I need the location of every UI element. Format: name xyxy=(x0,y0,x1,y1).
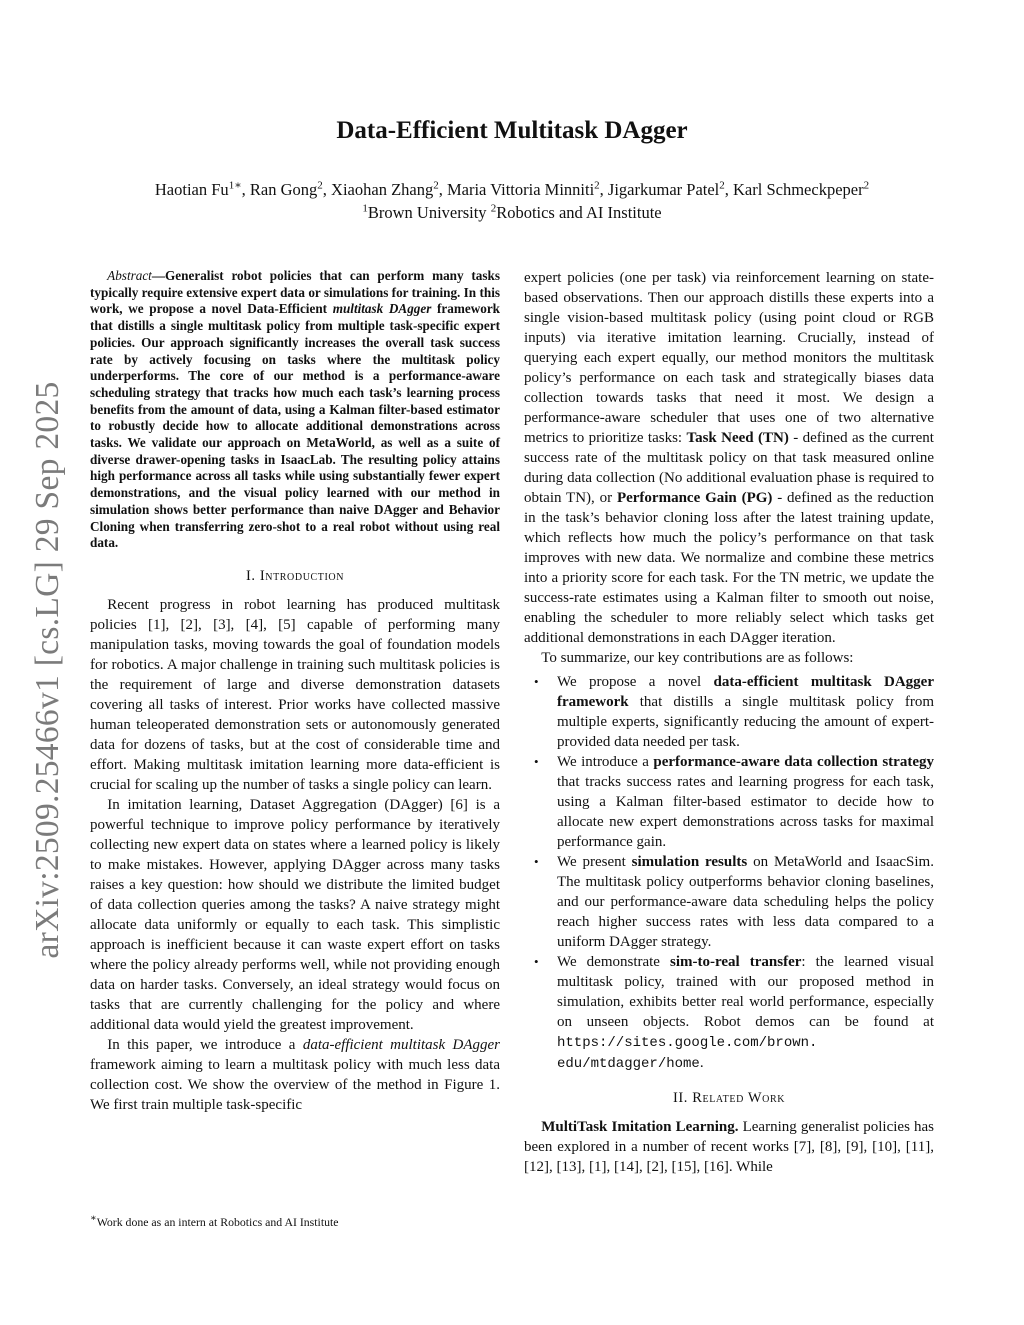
author-affil-mark: 2 xyxy=(433,179,439,192)
bullet-icon: • xyxy=(534,854,539,869)
project-link-part1[interactable]: https://sites.google.com/brown. xyxy=(557,1035,818,1051)
author-affil-mark: 1∗ xyxy=(228,179,242,192)
paragraph-text: - defined as the current success rate of the multitask policy on that task measured online during data collection (No additional evaluation phase is required to obtain TN), or xyxy=(524,430,934,506)
paragraph-text: Learning generalist policies has been explored in a number of recent works [7], [8], [9], [10], [11], [12], [13], [1], [14], [2], [15], [16]. While xyxy=(524,1119,935,1175)
author-name: Karl Schmeckpeper xyxy=(733,180,864,199)
affiliation-name: Robotics and AI Institute xyxy=(496,203,662,222)
item-bold: sim-to-real transfer xyxy=(670,954,802,970)
paragraph-text: - defined as the reduction in the task’s behavior cloning loss after the latest training update, which reflects how much the policy’s performance on that task improves with new data. We normalize and combine these metrics into a priority score for each task. For the TN metric, we update the success-rate estimates using a Kalman filter to smooth out noise, enabling the scheduler to more reliably select which tasks get additional demonstrations in each DAgger iteration. xyxy=(524,490,934,646)
item-text: . xyxy=(699,1055,704,1071)
abstract xyxy=(90,268,500,552)
paragraph-text: framework aiming to learn a multitask policy with much less data collection cost. We show the overview of the method in Figure 1. We first train multiple task-specific xyxy=(90,1056,500,1113)
item-bold: performance-aware data collection strategy xyxy=(653,754,934,770)
item-bold: data-efficient multitask DAgger framework xyxy=(557,674,934,710)
abstract-text-cont: framework that distills a single multitask policy from multiple task-specific expert policies. Our approach significantly increases the overall task success rate by actively focusing on tasks where the multitask policy underperforms. The core of our method is a performance-aware scheduling strategy that tracks how much each task’s learning process benefits from the amount of data, using a Kalman filter-based estimator to robustly decide how to allocate additional demonstrations across tasks. We validate our approach on MetaWorld, as well as a suite of diverse drawer-opening tasks in IsaacLab. The resulting policy attains high performance across all tasks while using substantially fewer expert demonstrations, and the visual policy learned with our method in simulation shows better performance than naive DAgger and Behavior Cloning when transferring zero-shot to a real robot without using real data. xyxy=(90,301,501,551)
section-heading-related-work: II. Related Work xyxy=(672,1090,786,1106)
paragraph-text: expert policies (one per task) via reinforcement learning on state-based observations. Then our approach distills these experts into a single vision-based multitask policy (using point cloud or RGB inputs) via iterative imitation learning. Crucially, instead of querying each expert equally, our method monitors the multitask policy’s performance on each task and strategically biases data collection towards tasks that need it most. We design a performance-aware scheduler that uses one of two alternative metrics to prioritize tasks: xyxy=(524,270,934,446)
item-text: We propose a novel xyxy=(557,674,714,690)
footnote-mark: ∗ xyxy=(90,1213,97,1224)
arxiv-sidebar xyxy=(8,350,88,990)
contributions-list xyxy=(524,672,934,1074)
item-bold: simulation results xyxy=(631,854,748,870)
section-heading-introduction: I. Introduction xyxy=(245,567,345,584)
author-list: Haotian $Fu^{1∗}$, Ran Gong$^2$, Xiaohan Zhang$^2$, Maria Vittoria Minniti$^2$, Jigarkumar Patel$^2$, Karl Schmeckpeper$^2$ xyxy=(154,179,870,199)
paper-title: Data-Efficient Multitask DAgger xyxy=(336,117,688,144)
item-text: : the learned visual multitask policy, trained with our proposed method in simulation, exhibits better real world performance, especially on unseen objects. Robot demos can be found at xyxy=(557,954,934,1030)
left-column xyxy=(90,268,500,1115)
abstract-label: Abstract xyxy=(107,268,152,283)
project-link-part2[interactable]: edu/mtdagger/home xyxy=(557,1056,700,1072)
item-text: that tracks success rates and learning progress for each task, using a Kalman filter-based estimator to decide how to allocate new expert demonstrations across tasks for maximal performance gain. xyxy=(557,774,934,850)
author-affil-mark: 2 xyxy=(719,179,725,192)
metric-term: Task Need (TN) xyxy=(686,430,789,446)
list-item xyxy=(524,852,934,952)
abstract-text: Generalist robot policies that can perform many tasks typically require extensive expert data or simulations for training. In this work, we propose a novel Data-Efficient xyxy=(90,268,500,317)
author-affil-mark: 2 xyxy=(594,179,600,192)
bullet-icon: • xyxy=(534,954,539,969)
affiliation-list xyxy=(0,201,1024,225)
intro-paragraph-continued xyxy=(524,268,934,648)
author-affil-mark: 2 xyxy=(317,179,323,192)
author-name: Jigarkumar Patel xyxy=(607,180,720,199)
author-name: Haotian Fu xyxy=(154,180,229,199)
list-item xyxy=(524,672,934,752)
item-text: that distills a single multitask policy from multiple experts, significantly reducing the amount of expert-provided data needed per task. xyxy=(557,694,934,750)
contributions-intro: To summarize, our key contributions are as follows: xyxy=(541,650,854,666)
intro-paragraph: In imitation learning, Dataset Aggregation (DAgger) [6] is a powerful technique to improve policy performance by iteratively collecting new expert data on states where a learned policy is likely to make mistakes. However, applying DAgger across many tasks raises a key question: how should we distribute the limited budget of data collection queries among the tasks? A naive strategy might allocate data uniformly or equally to each task. This simplistic approach is inefficient because it can waste expert effort on tasks where the policy already performs well, while not providing enough data on harder tasks. Conversely, an ideal strategy would focus on tasks that are currently challenging for the policy and where additional data would yield the greatest improvement. xyxy=(90,796,500,1033)
author-name: Ran Gong xyxy=(249,180,318,199)
footnote-text: Work done as an intern at Robotics and AI Institute xyxy=(96,1214,339,1229)
intro-paragraph: Recent progress in robot learning has produced multitask policies [1], [2], [3], [4], [5] capable of performing many manipulation tasks, moving towards the goal of foundation models for robotics. A major challenge in training such multitask policies is the requirement of large and diverse demonstration datasets covering all tasks of interest. Prior works have collected massive human teleoperated demonstration sets or autonomously generated data for dozens of tasks, but at the cost of considerable time and effort. Making multitask imitation learning more data-efficient is crucial for scaling up the number of tasks a single policy can learn. xyxy=(90,596,500,793)
intro-paragraph xyxy=(90,1035,500,1115)
arxiv-identifier: arXiv:2509.25466v1 [cs.LG] 29 Sep 2025 xyxy=(29,381,66,959)
item-text: We present xyxy=(557,854,632,870)
author-affil-mark: 2 xyxy=(863,179,870,192)
footnote xyxy=(90,1211,500,1230)
affiliation-name: Brown University xyxy=(367,203,487,222)
author-name: Maria Vittoria Minniti xyxy=(446,180,595,199)
abstract-dash: — xyxy=(151,268,166,283)
item-text: on MetaWorld and IsaacSim. The multitask policy outperforms behavior cloning baselines, and our performance-aware data scheduling helps the policy reach higher success rates with less data compared to a uniform DAgger strategy. xyxy=(557,854,934,950)
list-item xyxy=(524,752,934,852)
item-text: We introduce a xyxy=(557,754,654,770)
paragraph-lead: MultiTask Imitation Learning. xyxy=(541,1119,739,1135)
metric-term: Performance Gain (PG) xyxy=(616,490,773,506)
related-paragraph xyxy=(524,1117,934,1177)
affil-mark: 2 xyxy=(490,202,497,215)
author-name: Xiaohan Zhang xyxy=(331,180,434,199)
abstract-emphasis: multitask DAgger xyxy=(332,301,432,317)
item-text: We demonstrate xyxy=(557,954,671,970)
right-column xyxy=(524,268,934,1177)
paragraph-text: In this paper, we introduce a xyxy=(107,1036,303,1053)
bullet-icon: • xyxy=(534,674,539,689)
paragraph-emphasis: data-efficient multitask DAgger xyxy=(302,1036,501,1053)
affil-mark: 1 xyxy=(362,202,368,215)
list-item xyxy=(524,952,934,1074)
bullet-icon: • xyxy=(534,754,539,769)
